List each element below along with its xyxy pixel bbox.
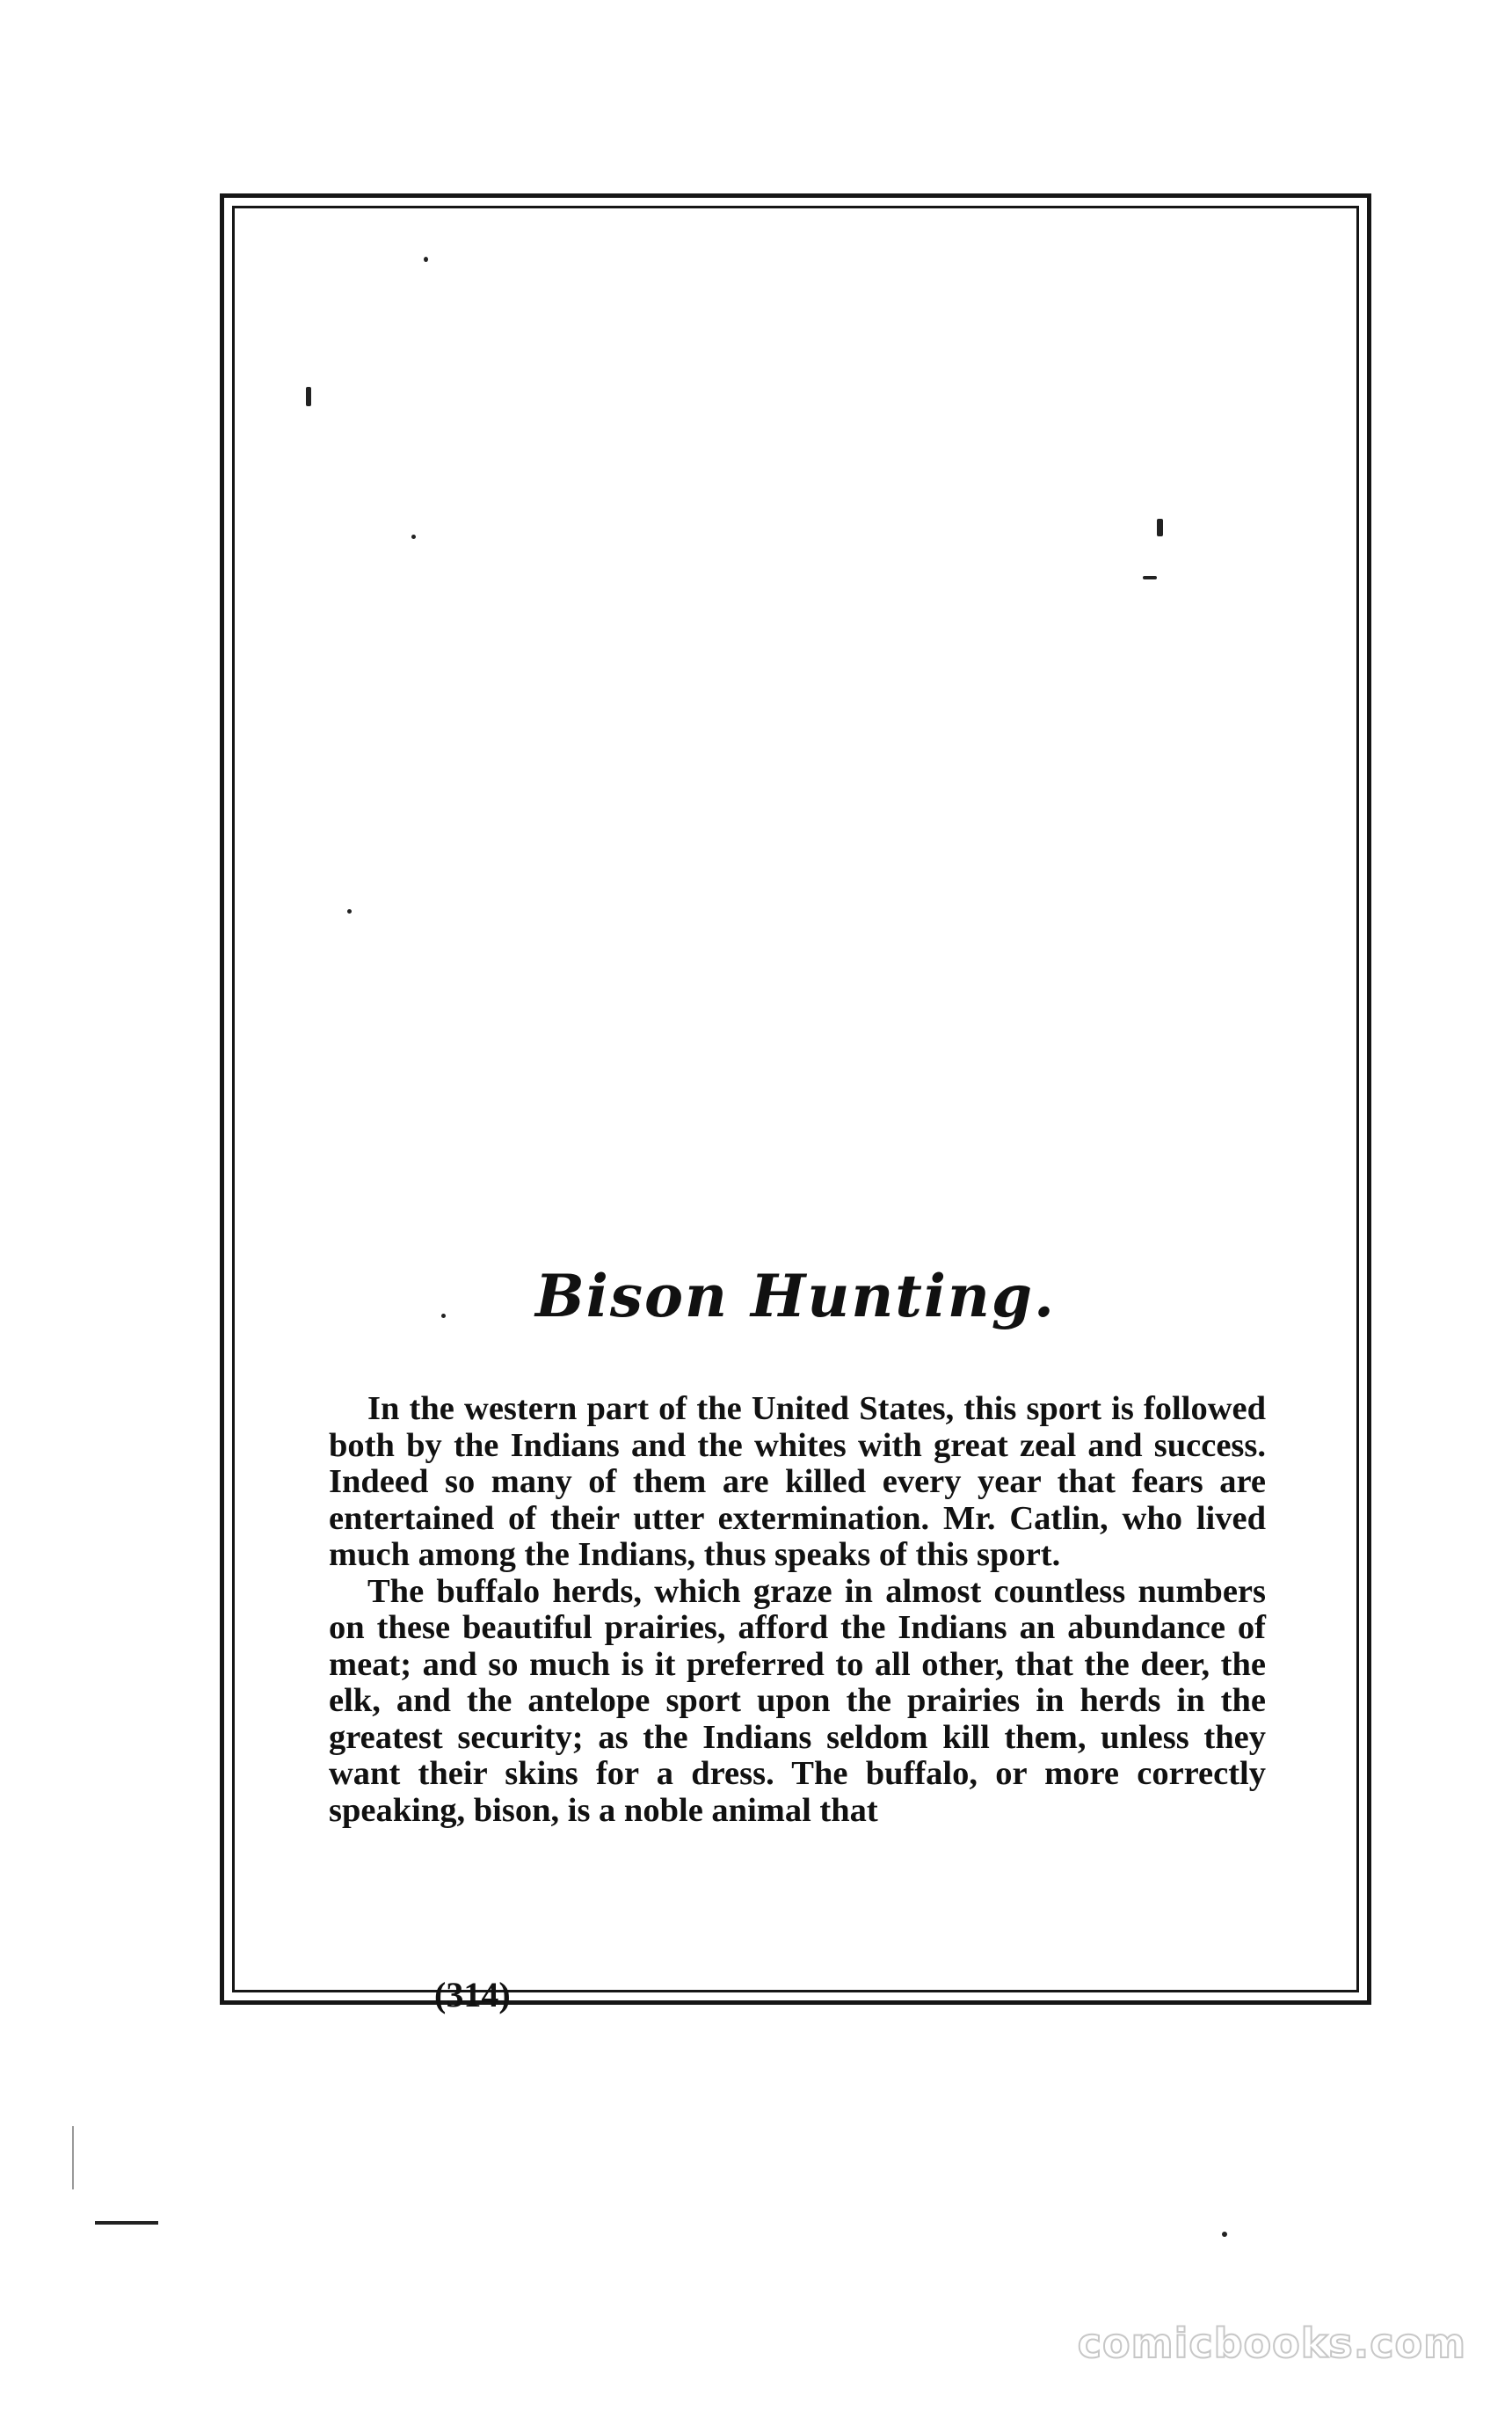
scan-speck (411, 535, 416, 539)
paragraph-1 (329, 1391, 1266, 1574)
paragraph-2 (329, 1574, 1266, 1830)
page-number: (314) (434, 1975, 511, 2014)
scan-edge-line (72, 2126, 74, 2189)
scan-speck (306, 387, 311, 406)
scan-speck (1222, 2232, 1227, 2237)
scan-speck (347, 909, 352, 914)
scan-edge-mark (95, 2221, 158, 2225)
chapter-title: Bison Hunting. (535, 1262, 1056, 1330)
paragraph-dropcap: In (367, 1390, 400, 1427)
watermark-logo: comicbooks.com (1077, 2320, 1466, 2367)
scan-speck (1143, 576, 1157, 579)
body-text (329, 1391, 1266, 1829)
paragraph-text: the western part of the United States, this sport is followed both by the Indians and the whites with great zeal and success. Indeed so many of them are killed every year that fears are entertained of their utter extermination. Mr. Catlin, who lived much among the Indians, thus speaks of this sport. (329, 1390, 1266, 1573)
paragraph-text: The buffalo herds, which graze in almost countless numbers on these beautiful prairies, afford the Indians an abundance of meat; and so much is it preferred to all other, that the deer, the elk, and the antelope sport upon the prairies in herds in the greatest security; as the Indians seldom kill them, unless they want their skins for a dress. The buffalo, or more correctly speaking, bison, is a noble animal that (329, 1572, 1266, 1829)
scan-speck (1157, 519, 1163, 536)
scan-speck (424, 257, 428, 262)
